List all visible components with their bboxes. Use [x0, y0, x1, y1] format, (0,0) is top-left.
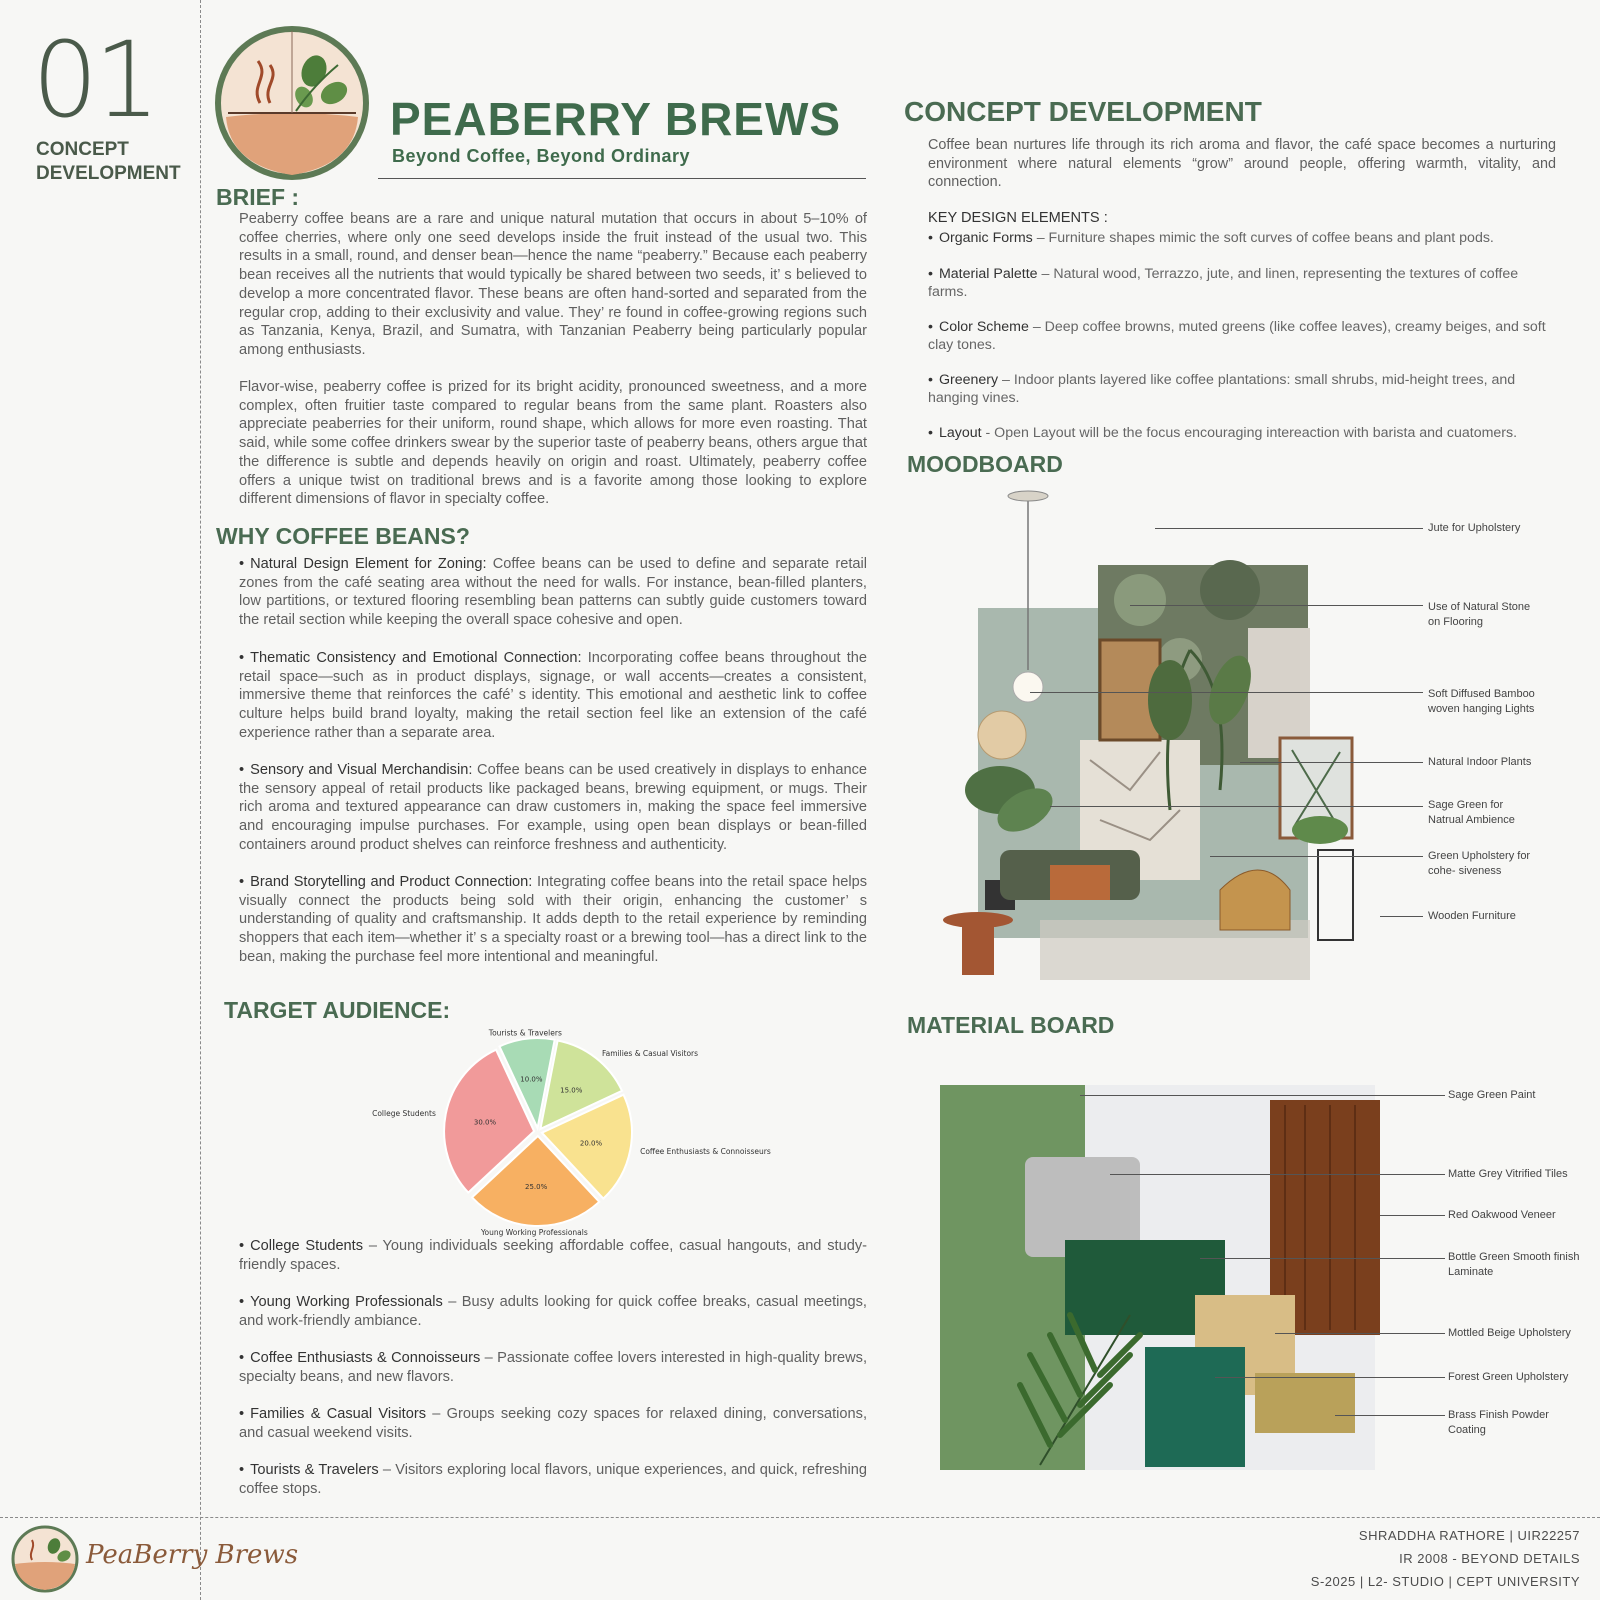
audience-item-title: Coffee Enthusiasts & Connoisseurs	[250, 1350, 481, 1366]
key-element-title: Layout	[938, 425, 982, 441]
material-board-collage	[940, 1085, 1380, 1470]
material-label: Matte Grey Vitrified Tiles	[1448, 1168, 1568, 1180]
key-element-text: - Open Layout will be the focus encouraging intereaction with barista and cuatomers.	[981, 425, 1518, 441]
why-item: • Brand Storytelling and Product Connection: Integrating coffee beans into the retail space helps visually connect the products being sold with their origin, enhancing the customer’ s understanding of quality and craftsmanship. It adds depth to the retail experience by reminding shoppers that each item—whether it’ s a specialty roast or a brewing tool—has a direct link to the bean, making the purchase feel more intentional and meaningful.	[239, 874, 868, 965]
audience-item-title: Tourists & Travelers	[250, 1462, 379, 1478]
why-heading: WHY COFFEE BEANS?	[216, 523, 470, 549]
moodboard-collage	[930, 490, 1390, 990]
why-item: • Natural Design Element for Zoning: Coffee beans can be used to define and separate retail zones from the café seating area without the need for walls. For instance, bean-filled planters, low partitions, or textured flooring resembling bean patterns can subtly guide customers toward the retail section while keeping the overall space cohesive and open.	[239, 556, 867, 629]
audience-item-text: – Busy adults looking for quick coffee breaks, casual meetings, and work-friendly ambiance.	[239, 1294, 867, 1329]
audience-item-title: Young Working Professionals	[250, 1294, 443, 1310]
material-leader-line	[1275, 1333, 1445, 1334]
key-element-item: • Organic Forms – Furniture shapes mimic the soft curves of coffee beans and plant pods.	[928, 230, 1494, 246]
footer-studio: S-2025 | L2- STUDIO | CEPT UNIVERSITY	[1310, 1574, 1580, 1589]
horizontal-divider	[0, 1517, 1600, 1518]
moodboard-label: Natural Indoor Plants	[1428, 756, 1532, 768]
why-item-title: Sensory and Visual Merchandisin:	[250, 762, 473, 778]
material-leader-line	[1215, 1377, 1445, 1378]
key-element-text: – Furniture shapes mimic the soft curves of coffee beans and plant pods.	[1032, 230, 1494, 246]
brand-logo	[214, 25, 370, 181]
moodboard-leader-line	[1240, 762, 1423, 763]
why-item-text: Integrating coffee beans into the retail space helps visually connect the products being sold with their origin, enhancing the customer’ s understanding of quality and craftsmanship. It adds depth to the retail experience by reminding shoppers that each item—whether it’ s a specialty roast or a brewing tool—has a direct link to the bean, making the purchase feel more intentional and meaningful.	[239, 874, 868, 965]
material-board-heading: MATERIAL BOARD	[907, 1012, 1115, 1038]
footer-author: SHRADDHA RATHORE | UIR22257	[1358, 1528, 1580, 1543]
vertical-divider	[200, 0, 201, 1600]
key-element-title: Color Scheme	[938, 319, 1029, 335]
moodboard-label: Green Upholstery for cohe- siveness	[1428, 850, 1531, 877]
footer-logo-text: PeaBerry Brews	[86, 1540, 299, 1570]
brand-title: PEABERRY BREWS	[390, 93, 842, 145]
audience-item: • College Students – Young individuals seeking affordable coffee, casual hangouts, and study-friendly spaces.	[239, 1238, 867, 1273]
pie-value-label: 30.0%	[473, 1118, 497, 1127]
moodboard-leader-line	[1380, 916, 1423, 917]
key-element-item: • Color Scheme – Deep coffee browns, muted greens (like coffee leaves), creamy beiges, and soft clay tones.	[928, 319, 1546, 353]
key-element-text: – Deep coffee browns, muted greens (like coffee leaves), creamy beiges, and soft clay tones.	[928, 319, 1546, 353]
pie-category-label: Coffee Enthusiasts & Connoisseurs	[640, 1147, 771, 1157]
title-rule	[378, 178, 866, 179]
moodboard-label: Use of Natural Stone on Flooring	[1428, 601, 1531, 628]
moodboard-label: Sage Green for Natrual Ambience	[1428, 799, 1515, 826]
footer-logo	[10, 1524, 80, 1594]
why-item-title: Thematic Consistency and Emotional Connection:	[250, 650, 582, 666]
audience-item: • Tourists & Travelers – Visitors exploring local flavors, unique experiences, and quick, refreshing coffee stops.	[239, 1462, 867, 1497]
why-item-title: Brand Storytelling and Product Connection:	[250, 874, 533, 890]
audience-item-text: – Young individuals seeking affordable coffee, casual hangouts, and study-friendly spaces.	[239, 1238, 867, 1273]
audience-heading: TARGET AUDIENCE:	[224, 997, 451, 1023]
why-item-text: Coffee beans can be used creatively in displays to enhance the sensory appeal of retail products like packaged beans, brewing equipment, or mugs. Their rich aroma and textured appearance can draw customers in, making the space feel immersive and encouraging impulse purchases. For example, using open bean displays or bean-filled containers around product shelves can reinforce freshness and authenticity.	[239, 762, 867, 853]
key-element-title: Greenery	[938, 372, 999, 388]
why-item-title: Natural Design Element for Zoning:	[250, 556, 487, 572]
pie-value-label: 10.0%	[520, 1075, 543, 1084]
material-leader-line	[1080, 1095, 1445, 1096]
footer-course: IR 2008 - BEYOND DETAILS	[1399, 1551, 1580, 1566]
material-leader-line	[1335, 1415, 1445, 1416]
audience-item-title: College Students	[250, 1238, 364, 1254]
material-label: Sage Green Paint	[1448, 1089, 1536, 1101]
key-element-text: – Indoor plants layered like coffee plantations: small shrubs, mid-height trees, and hanging vines.	[928, 372, 1516, 406]
moodboard-label: Jute for Upholstery	[1428, 522, 1521, 534]
pie-value-label: 15.0%	[560, 1086, 583, 1095]
brief-heading: BRIEF :	[216, 184, 300, 210]
key-element-title: Organic Forms	[938, 230, 1033, 246]
moodboard-label: Wooden Furniture	[1428, 910, 1516, 922]
pie-category-label: Young Working Professionals	[480, 1227, 588, 1237]
concept-intro: Coffee bean nurtures life through its rich aroma and flavor, the café space becomes a nurturing environment where natural elements “grow” around people, offering warmth, vitality, and connection.	[928, 137, 1556, 191]
brand-tagline: Beyond Coffee, Beyond Ordinary	[392, 146, 691, 166]
why-item: • Thematic Consistency and Emotional Connection: Incorporating coffee beans throughout the retail space—such as in product displays, signage, or wall accents—creates a consistent, immersive theme that reinforces the café’ s identity. This emotional and aesthetic link to coffee culture helps build brand loyalty, making the retail section feel like an extension of the café experience rather than a separate area.	[239, 650, 868, 741]
pie-category-label: Tourists & Travelers	[488, 1028, 562, 1038]
material-label: Brass Finish Powder Coating	[1448, 1409, 1549, 1436]
moodboard-leader-line	[1210, 856, 1423, 857]
moodboard-label: Soft Diffused Bamboo woven hanging Lights	[1428, 688, 1535, 715]
concept-heading: CONCEPT DEVELOPMENT	[904, 96, 1262, 127]
material-label: Mottled Beige Upholstery	[1448, 1327, 1571, 1339]
pie-category-label: College Students	[372, 1108, 436, 1118]
pie-value-label: 25.0%	[524, 1182, 548, 1191]
audience-pie-chart	[360, 1028, 790, 1237]
audience-item-title: Families & Casual Visitors	[250, 1406, 427, 1422]
audience-item-text: – Passionate coffee lovers interested in high-quality brews, specialty beans, and new flavors.	[239, 1350, 867, 1385]
audience-item-text: – Groups seeking cozy spaces for relaxed dining, conversations, and casual weekend visits.	[239, 1406, 868, 1441]
why-item: • Sensory and Visual Merchandisin: Coffee beans can be used creatively in displays to enhance the sensory appeal of retail products like packaged beans, brewing equipment, or mugs. Their rich aroma and textured appearance can draw customers in, making the space feel immersive and encouraging impulse purchases. For example, using open bean displays or bean-filled containers around product shelves can reinforce freshness and authenticity.	[239, 762, 867, 853]
pie-value-label: 20.0%	[579, 1139, 603, 1148]
moodboard-leader-line	[1030, 692, 1423, 693]
material-leader-line	[1200, 1258, 1445, 1259]
material-leader-line	[1110, 1174, 1445, 1175]
audience-item: • Families & Casual Visitors – Groups seeking cozy spaces for relaxed dining, conversations, and casual weekend visits.	[239, 1406, 868, 1441]
moodboard-leader-line	[1050, 806, 1423, 807]
key-element-title: Material Palette	[938, 266, 1038, 282]
moodboard-leader-line	[1155, 528, 1423, 529]
moodboard-leader-line	[1130, 605, 1423, 606]
material-label: Forest Green Upholstery	[1448, 1371, 1569, 1383]
section-title: CONCEPT DEVELOPMENT	[36, 139, 181, 184]
material-label: Bottle Green Smooth finish Laminate	[1448, 1251, 1580, 1278]
brief-paragraph-2: Flavor-wise, peaberry coffee is prized for its bright acidity, pronounced sweetness, and a more complex, often fruitier taste compared to regular beans from the same plant. Roasters also appreciate peaberries for their uniform, round shape, which allows for more even roasting. That said, while some coffee drinkers swear by the superior taste of peaberry beans, others argue that the difference is subtle and depends heavily on origin and roast. Ultimately, peaberry coffee offers a unique twist on traditional brews and is a favorite among those looking to explore different dimensions of flavor in specialty coffee.	[239, 379, 867, 508]
material-leader-line	[1380, 1215, 1445, 1216]
pie-category-label: Families & Casual Visitors	[602, 1049, 699, 1059]
key-element-item: • Layout - Open Layout will be the focus encouraging intereaction with barista and cuatomers.	[928, 425, 1518, 441]
key-elements-heading: KEY DESIGN ELEMENTS :	[928, 210, 1108, 226]
key-element-item: • Material Palette – Natural wood, Terrazzo, jute, and linen, representing the textures of coffee farms.	[928, 266, 1519, 300]
why-item-text: Coffee beans can be used to define and separate retail zones from the café seating area without the need for walls. For instance, bean-filled planters, low partitions, or textured flooring resembling bean patterns can subtly guide customers toward the retail section while keeping the overall space cohesive and open.	[239, 556, 867, 629]
key-element-item: • Greenery – Indoor plants layered like coffee plantations: small shrubs, mid-height trees, and hanging vines.	[928, 372, 1516, 406]
why-item-text: Incorporating coffee beans throughout the retail space—such as in product displays, signage, or wall accents—creates a consistent, immersive theme that reinforces the café’ s identity. This emotional and aesthetic link to coffee culture helps build brand loyalty, making the retail section feel like an extension of the café experience rather than a separate area.	[239, 650, 868, 741]
material-label: Red Oakwood Veneer	[1448, 1209, 1556, 1221]
audience-item: • Young Working Professionals – Busy adults looking for quick coffee breaks, casual meetings, and work-friendly ambiance.	[239, 1294, 867, 1329]
moodboard-heading: MOODBOARD	[907, 451, 1063, 477]
audience-item: • Coffee Enthusiasts & Connoisseurs – Passionate coffee lovers interested in high-quality brews, specialty beans, and new flavors.	[239, 1350, 867, 1385]
audience-item-text: – Visitors exploring local flavors, unique experiences, and quick, refreshing coffee stops.	[239, 1462, 867, 1497]
section-number: 01	[32, 19, 157, 141]
key-element-text: – Natural wood, Terrazzo, jute, and linen, representing the textures of coffee farms.	[928, 266, 1519, 300]
brief-paragraph-1: Peaberry coffee beans are a rare and unique natural mutation that occurs in about 5–10% of coffee cherries, where only one seed develops inside the fruit instead of the usual two. This results in a small, round, and denser bean—hence the name “peaberry.” Because each peaberry bean receives all the nutrients that would typically be shared between two seeds, it’ s believed to develop a more concentrated flavor. These beans are often hand-sorted and separated from the regular crop, adding to their exclusivity and value. They’ re found in coffee-growing regions such as Tanzania, Kenya, Brazil, and Sumatra, with Tanzanian Peaberry being particularly popular among enthusiasts.	[239, 211, 867, 358]
